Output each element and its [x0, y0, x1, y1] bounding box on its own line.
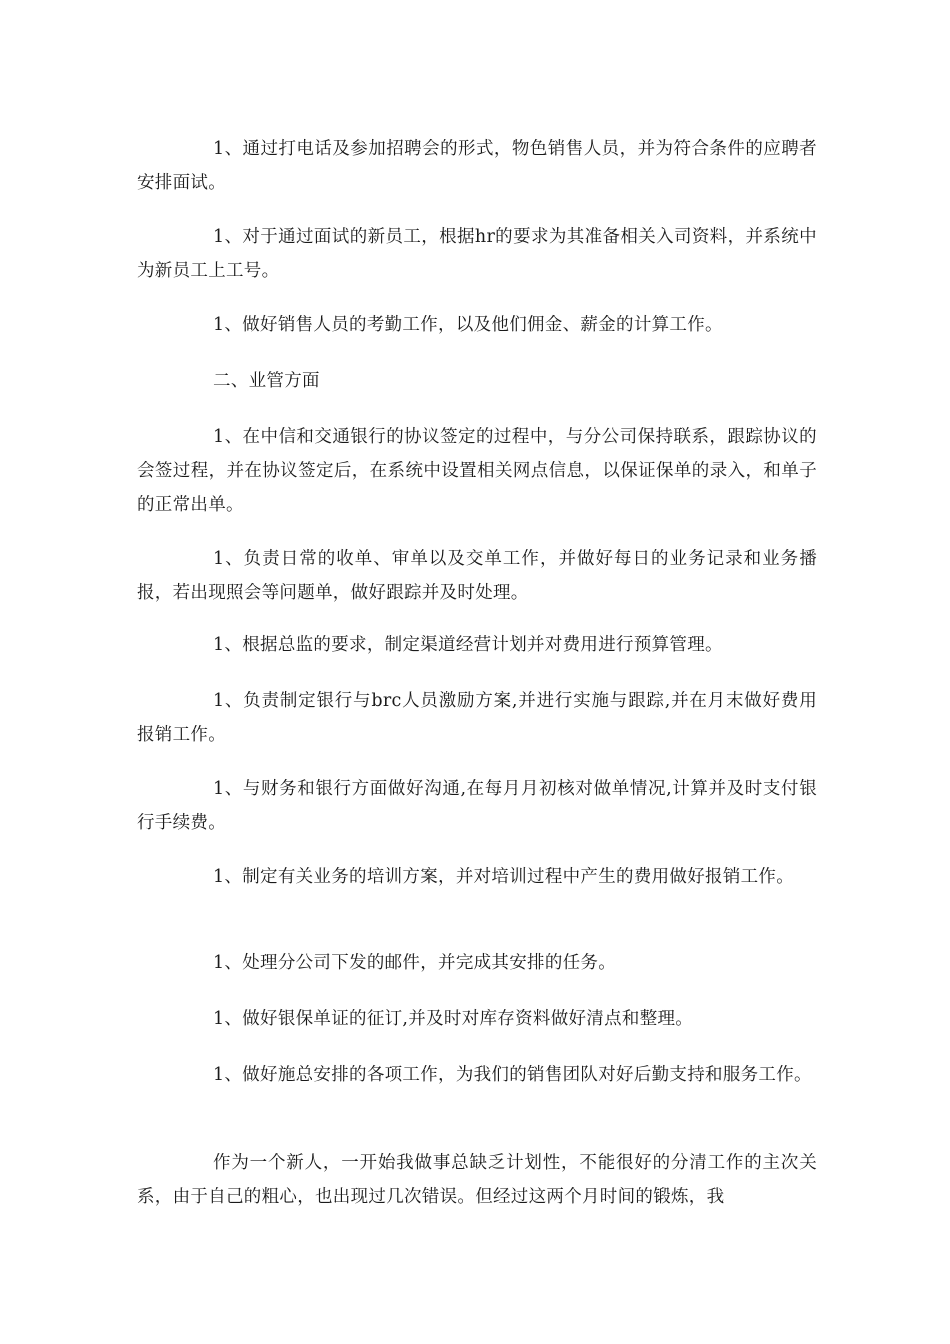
paragraph-new-staff: 1、对于通过面试的新员工，根据hr的要求为其准备相关入司资料，并系统中为新员工上工号。 — [137, 227, 817, 281]
paragraph-recruiting: 1、通过打电话及参加招聘会的形式，物色销售人员，并为符合条件的应聘者安排面试。 — [137, 139, 817, 193]
paragraph-document-ordering: 1、做好银保单证的征订,并及时对库存资料做好清点和整理。 — [213, 1009, 694, 1029]
paragraph-attendance: 1、做好销售人员的考勤工作，以及他们佣金、薪金的计算工作。 — [213, 315, 723, 335]
paragraph-self-reflection: 作为一个新人，一开始我做事总缺乏计划性，不能很好的分清工作的主次关系，由于自己的粗心，也出现过几次错误。但经过这两个月时间的锻炼，我 — [137, 1153, 817, 1207]
paragraph-daily-orders: 1、负责日常的收单、审单以及交单工作，并做好每日的业务记录和业务播报，若出现照会等问题单，做好跟踪并及时处理。 — [137, 549, 817, 603]
paragraph-incentive-plan: 1、负责制定银行与brc人员激励方案,并进行实施与跟踪,并在月末做好费用报销工作。 — [137, 691, 817, 745]
paragraph-mail-handling: 1、处理分公司下发的邮件，并完成其安排的任务。 — [213, 953, 617, 973]
paragraph-support-work: 1、做好施总安排的各项工作，为我们的销售团队对好后勤支持和服务工作。 — [213, 1065, 812, 1085]
paragraph-training-plan: 1、制定有关业务的培训方案，并对培训过程中产生的费用做好报销工作。 — [213, 867, 795, 887]
paragraph-finance-communication: 1、与财务和银行方面做好沟通,在每月月初核对做单情况,计算并及时支付银行手续费。 — [137, 779, 817, 833]
paragraph-channel-plan: 1、根据总监的要求，制定渠道经营计划并对费用进行预算管理。 — [213, 635, 723, 655]
section-heading-business-management: 二、业管方面 — [213, 371, 320, 391]
paragraph-bank-agreements: 1、在中信和交通银行的协议签定的过程中，与分公司保持联系，跟踪协议的会签过程，并在协议签定后，在系统中设置相关网点信息，以保证保单的录入，和单子的正常出单。 — [137, 427, 817, 515]
